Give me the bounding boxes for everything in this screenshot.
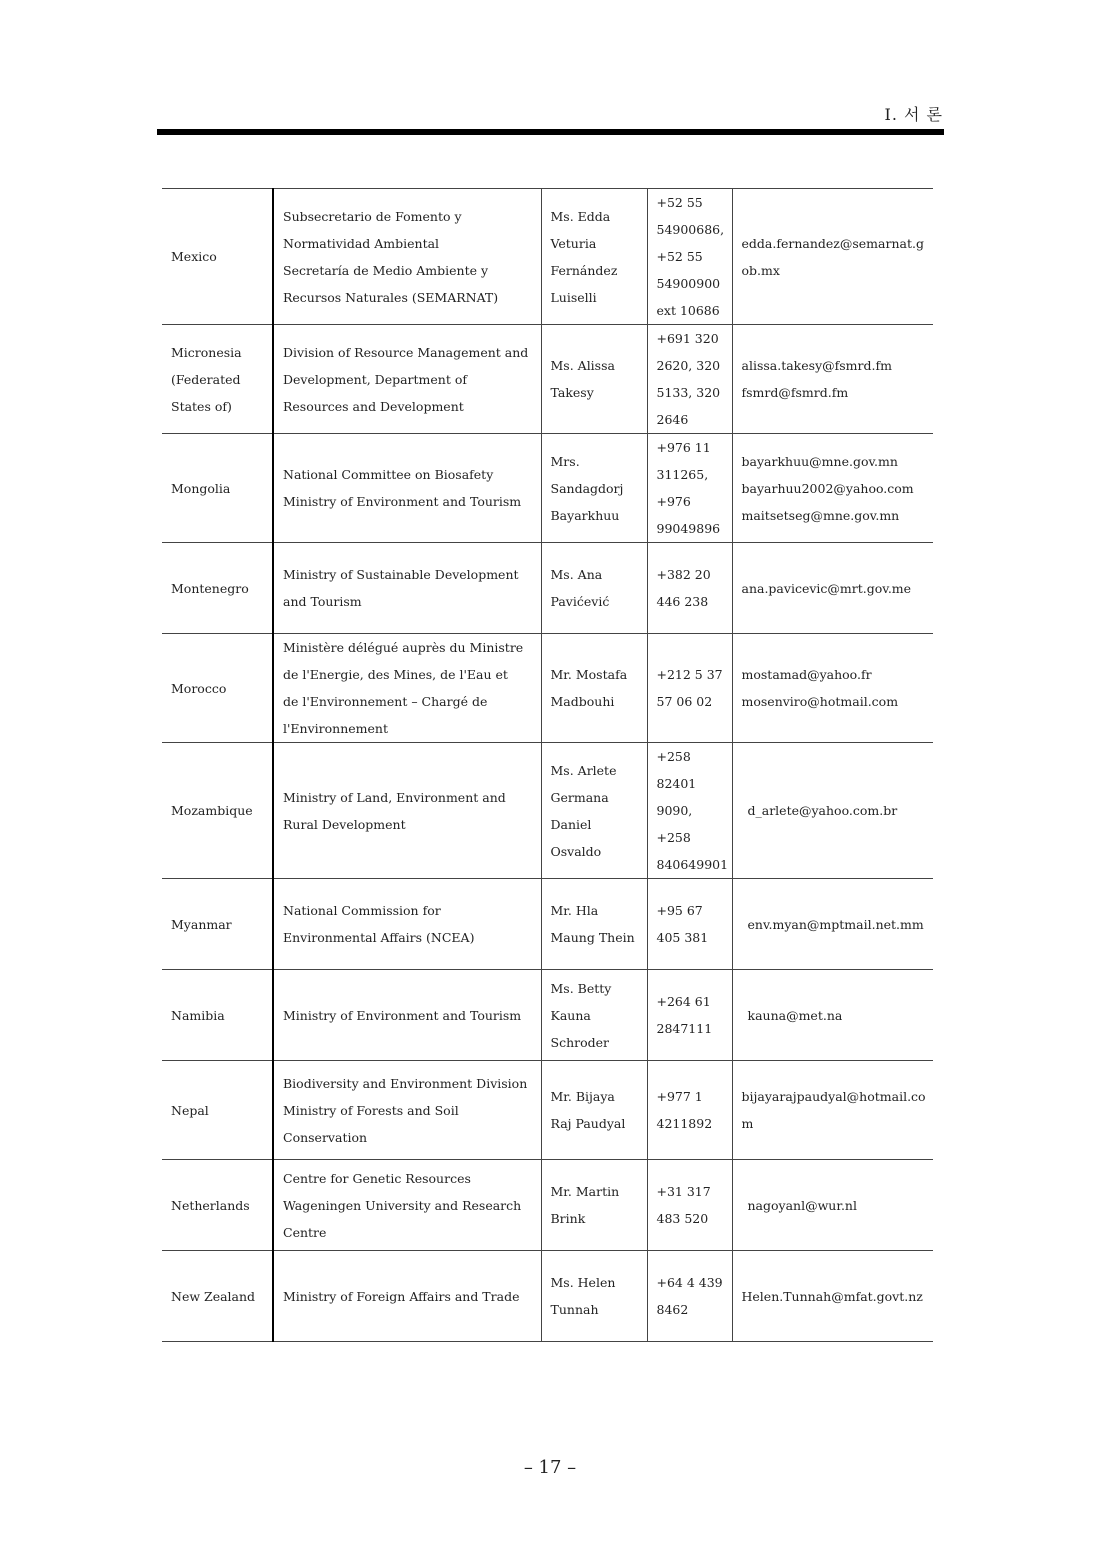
contact-name-line: Luiselli [550,289,597,305]
email-line: mostamad@yahoo.fr [741,667,872,682]
email-cell [732,1061,933,1160]
page-number: – 17 – [523,1457,577,1478]
phone-line: 99049896 [656,521,721,536]
organization-line: Ministry of Forests and Soil [283,1102,459,1118]
phone-line: 405 381 [656,930,709,945]
country-line: Nepal [171,1102,209,1118]
phone-line: +976 11 [656,440,711,455]
organization-line: Secretaría de Medio Ambiente y [283,262,489,278]
phone-cell [647,1251,732,1342]
email-line: ob.mx [741,262,780,278]
organization-cell [273,879,541,970]
organization-line: National Committee on Biosafety [283,467,494,482]
phone-line: +258 [656,749,691,764]
contact-name-cell [541,743,647,879]
contact-name-cell [541,1061,647,1160]
email-line: kauna@met.na [747,1007,843,1023]
organization-line: Division of Resource Management and [283,344,529,360]
phone-cell [647,879,732,970]
email-line: bayarhuu2002@yahoo.com [741,480,914,496]
country-line: Montenegro [171,580,249,596]
organization-cell [273,325,541,434]
phone-line: +31 317 [656,1184,711,1199]
contact-name-line: Pavićević [550,594,610,609]
organization-line: National Commission for [283,903,441,918]
email-line: edda.fernandez@semarnat.g [741,235,924,251]
email-line: maitsetseg@mne.gov.mn [741,507,900,523]
organization-line: Ministry of Environment and Tourism [283,494,522,509]
email-line: m [741,1116,754,1131]
email-cell [732,434,933,543]
email-cell [732,1251,933,1342]
contact-name-line: Ms. Arlete [550,762,617,778]
contact-name-line: Kauna [550,1007,591,1023]
contacts-table-body [162,189,933,1342]
country-line: States of) [171,398,232,414]
contact-name-line: Daniel [550,816,592,832]
phone-cell [647,634,732,743]
contact-name-line: Ms. Alissa [550,358,615,373]
email-cell [732,634,933,743]
country-cell [162,1251,273,1342]
country-line: Namibia [171,1007,225,1023]
table-row [162,189,933,325]
phone-cell [647,189,732,325]
organization-line: Ministère délégué auprès du Ministre [283,640,524,655]
contact-name-line: Ms. Betty [550,980,612,996]
contacts-table [162,188,933,1342]
email-line: bijayarajpaudyal@hotmail.co [741,1089,926,1104]
contact-name-line: Mr. Mostafa [550,667,628,682]
phone-cell [647,325,732,434]
country-line: Micronesia [171,344,242,360]
phone-cell [647,743,732,879]
organization-line: Rural Development [283,816,406,832]
contact-name-line: Tunnah [550,1302,599,1317]
contact-name-cell [541,879,647,970]
phone-line: 54900686, [656,222,725,237]
phone-cell [647,1160,732,1251]
header-rule [157,129,944,135]
country-cell [162,634,273,743]
phone-line: +212 5 37 [656,667,723,682]
organization-line: Centre for Genetic Resources [283,1170,471,1186]
table-row [162,434,933,543]
contact-name-cell [541,325,647,434]
phone-line: +52 55 [656,195,703,210]
email-line: ana.pavicevic@mrt.gov.me [741,580,912,596]
organization-line: Environmental Affairs (NCEA) [283,930,475,945]
phone-line: 2646 [656,412,689,427]
email-cell [732,325,933,434]
organization-cell [273,634,541,743]
email-line: bayarkhuu@mne.gov.mn [741,453,898,469]
organization-line: Subsecretario de Fomento y [283,208,462,224]
organization-line: Biodiversity and Environment Division [283,1075,528,1091]
phone-line: 446 238 [656,594,709,609]
email-cell [732,879,933,970]
contact-name-line: Raj Paudyal [550,1116,626,1131]
contact-name-cell [541,970,647,1061]
contact-name-line: Mr. Bijaya [550,1089,615,1104]
phone-line: +264 61 [656,994,711,1009]
phone-line: 82401 [656,776,697,791]
phone-line: +95 67 [656,903,703,918]
organization-line: Wageningen University and Research [283,1197,522,1213]
contact-name-line: Schroder [550,1034,609,1050]
country-cell [162,325,273,434]
contact-name-line: Madbouhi [550,694,615,709]
phone-line: 54900900 [656,276,721,291]
organization-line: de l'Energie, des Mines, de l'Eau et [283,667,508,682]
email-line: mosenviro@hotmail.com [741,694,899,709]
country-line: Mongolia [171,480,231,496]
email-line: fsmrd@fsmrd.fm [741,385,849,400]
organization-line: Recursos Naturales (SEMARNAT) [283,289,499,305]
organization-cell [273,1251,541,1342]
phone-cell [647,543,732,634]
phone-cell [647,1061,732,1160]
country-cell [162,970,273,1061]
phone-line: 9090, [656,803,693,818]
organization-line: Development, Department of [283,371,467,387]
email-cell [732,970,933,1061]
contact-name-cell [541,1160,647,1251]
contact-name-line: Germana [550,789,609,805]
phone-line: 2847111 [656,1021,713,1036]
country-line: New Zealand [171,1288,256,1304]
phone-line: 483 520 [656,1211,709,1226]
organization-cell [273,189,541,325]
contact-name-line: Mrs. [550,453,580,469]
email-cell [732,743,933,879]
country-cell [162,879,273,970]
contact-name-line: Ms. Edda [550,208,611,224]
contact-name-line: Sandagdorj [550,480,624,496]
country-line: Morocco [171,680,227,696]
contact-name-line: Ms. Ana [550,567,603,582]
organization-cell [273,434,541,543]
organization-line: Ministry of Sustainable Development [283,567,519,582]
organization-line: de l'Environnement – Chargé de [283,694,488,709]
organization-line: Ministry of Environment and Tourism [283,1007,522,1023]
email-line: alissa.takesy@fsmrd.fm [741,358,892,373]
email-cell [732,543,933,634]
phone-line: 840649901 [656,857,729,872]
table-row [162,634,933,743]
contact-name-line: Bayarkhuu [550,507,620,523]
contact-name-line: Ms. Helen [550,1275,616,1290]
table-row [162,743,933,879]
country-line: Mozambique [171,803,253,818]
phone-line: +977 1 [656,1089,703,1104]
organization-line: l'Environnement [283,721,388,736]
phone-line: +976 [656,494,691,509]
contact-name-line: Mr. Hla [550,903,599,918]
contact-name-line: Takesy [550,385,594,400]
phone-line: ext 10686 [656,303,720,318]
contact-name-cell [541,189,647,325]
table-row [162,543,933,634]
phone-line: +52 55 [656,249,703,264]
country-cell [162,189,273,325]
phone-line: 311265, [656,467,709,482]
phone-line: +382 20 [656,567,711,582]
phone-cell [647,434,732,543]
running-header: I. 서 론 [884,105,943,124]
table-row [162,325,933,434]
country-cell [162,1061,273,1160]
phone-line: 2620, 320 [656,358,721,373]
organization-line: Conservation [283,1129,368,1145]
phone-line: 5133, 320 [656,385,721,400]
organization-cell [273,970,541,1061]
table-row [162,879,933,970]
country-line: Netherlands [171,1197,250,1213]
phone-line: +691 320 [656,331,719,346]
phone-line: 57 06 02 [656,694,713,709]
country-cell [162,434,273,543]
organization-cell [273,1160,541,1251]
phone-cell [647,970,732,1061]
email-cell [732,189,933,325]
country-line: (Federated [171,371,241,387]
organization-cell [273,1061,541,1160]
country-line: Myanmar [171,916,232,932]
organization-line: Ministry of Foreign Affairs and Trade [283,1288,520,1304]
organization-line: Ministry of Land, Environment and [283,789,506,805]
contact-name-line: Maung Thein [550,930,635,945]
country-cell [162,743,273,879]
contact-name-line: Fernández [550,262,618,278]
organization-line: Resources and Development [283,398,464,414]
organization-cell [273,543,541,634]
contact-name-cell [541,634,647,743]
table-row [162,970,933,1061]
organization-cell [273,743,541,879]
table-row [162,1160,933,1251]
email-line: Helen.Tunnah@mfat.govt.nz [741,1288,923,1304]
country-cell [162,1160,273,1251]
table-row [162,1251,933,1342]
contact-name-line: Brink [550,1211,586,1226]
email-line: d_arlete@yahoo.com.br [747,803,898,818]
email-line: nagoyanl@wur.nl [747,1197,857,1213]
country-line: Mexico [171,249,217,264]
phone-line: 4211892 [656,1116,713,1131]
phone-line: 8462 [656,1302,689,1317]
organization-line: Centre [283,1224,327,1240]
contact-name-line: Veturia [550,235,597,251]
contact-name-line: Osvaldo [550,843,602,859]
organization-line: Normatividad Ambiental [283,235,440,251]
phone-line: +258 [656,830,691,845]
table-row [162,1061,933,1160]
country-cell [162,543,273,634]
contact-name-cell [541,434,647,543]
contact-name-cell [541,543,647,634]
email-cell [732,1160,933,1251]
contact-name-line: Mr. Martin [550,1184,620,1199]
phone-line: +64 4 439 [656,1275,723,1290]
contact-name-cell [541,1251,647,1342]
organization-line: and Tourism [283,594,362,609]
email-line: env.myan@mptmail.net.mm [747,916,924,932]
